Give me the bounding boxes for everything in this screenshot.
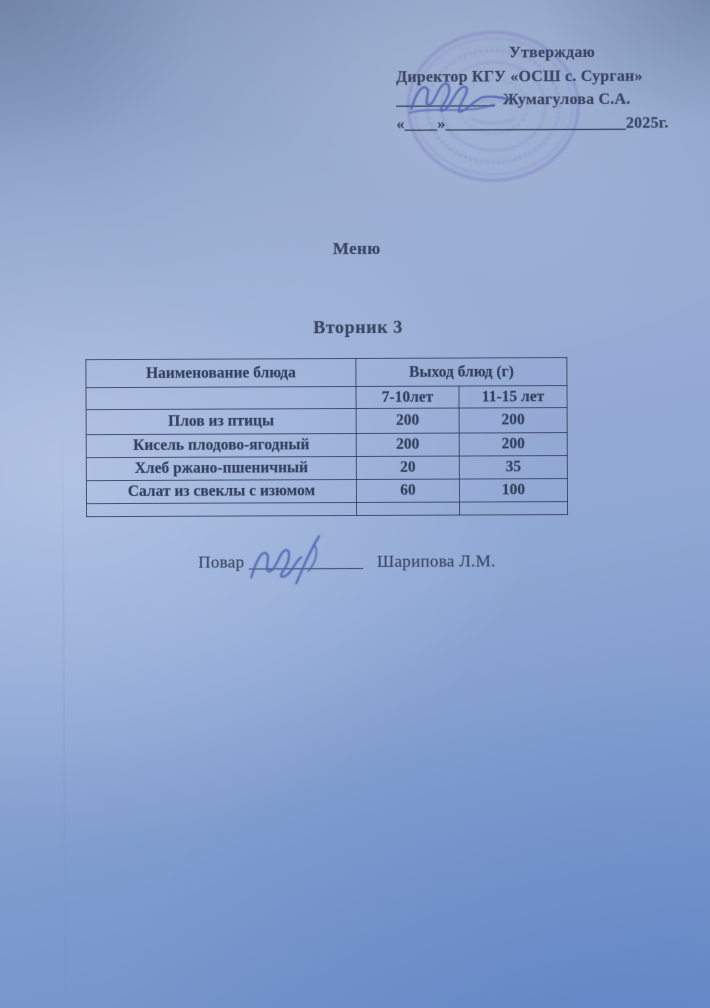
menu-table (85, 357, 568, 517)
cook-signature-underline: _____________ (248, 551, 364, 572)
director-signature-icon (406, 75, 516, 121)
table-filler-row (86, 502, 567, 517)
page-title: Меню (332, 238, 381, 259)
cook-label: Повар (198, 552, 245, 572)
dish-cell: Кисель плодово-ягодный (86, 433, 356, 457)
empty-cell (459, 502, 567, 515)
cook-name: Шарипова Л.М. (376, 551, 496, 571)
director-name: Жумагулова С.А. (503, 90, 631, 109)
table-header-row (86, 358, 567, 388)
table-row (86, 456, 567, 481)
portion-cell: 20 (356, 456, 459, 479)
cook-signature-icon (244, 532, 336, 588)
table-subheader-row (86, 386, 567, 410)
approval-line-date: «____»______________________2025г. (396, 114, 669, 133)
dish-cell: Хлеб ржано-пшеничный (86, 456, 356, 480)
age-group-header-7-10: 7-10лет (356, 386, 459, 408)
age-group-header-11-15: 11-15 лет (459, 386, 567, 408)
portion-cell: 100 (459, 479, 567, 502)
dish-name-header: Наименование блюда (86, 358, 356, 387)
empty-cell (86, 502, 356, 516)
portion-header: Выход блюд (г) (356, 358, 567, 387)
dish-cell: Плов из птицы (86, 408, 356, 434)
cook-signature-line (198, 551, 495, 572)
portion-cell: 200 (459, 433, 567, 456)
empty-cell (356, 502, 459, 515)
portion-cell: 200 (459, 408, 567, 433)
portion-cell: 35 (459, 456, 567, 479)
portion-cell: 60 (356, 479, 459, 502)
approval-line-approved: Утверждаю (508, 43, 596, 62)
day-heading: Вторник 3 (313, 316, 403, 338)
table-row (86, 408, 567, 435)
empty-cell (86, 386, 356, 409)
dish-cell: Салат из свеклы с изюмом (86, 479, 356, 503)
portion-cell: 200 (356, 408, 459, 433)
approval-line-director: Директор КГУ «ОСШ с. Сурган» (396, 67, 643, 86)
table-row (86, 433, 567, 458)
paper-crease (62, 431, 67, 1008)
portion-cell: 200 (356, 433, 459, 456)
signature-underline: ____________ (396, 91, 495, 109)
table-row (86, 479, 567, 504)
